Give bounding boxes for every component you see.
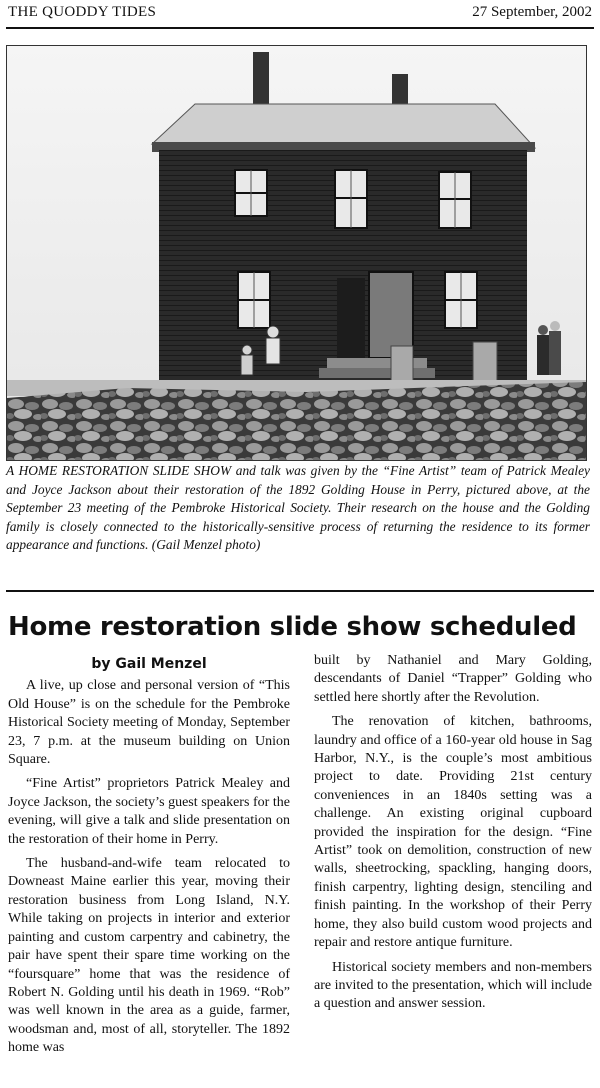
article-column-left xyxy=(8,655,290,1064)
article-paragraph: Historical society members and non-members are invited to the presentation, which will include a question and answer session. xyxy=(314,959,592,1012)
door-recess xyxy=(337,278,365,358)
photo-caption: A HOME RESTORATION SLIDE SHOW and talk was given by the “Fine Artist” team of Patrick Mealey and Joyce Jackson about their restoration of the 1892 Golding House in Perry, pictured above, at the September 23 meeting of the Pembroke Historical Society. Their research on the house and the Golding family is closely connected to the historically-sensitive process of returning the residence to its former appearance and functions. (Gail Menzel photo) xyxy=(6,463,590,553)
article-paragraph: The renovation of kitchen, bathrooms, laundry and office of a 160-year old house in Sag Harbor, N.Y., is the couple’s most ambitious project to date. Providing 21st century conveniences in an 1840s setting was a challenge. An existing original cupboard provided the inspiration for the design. “Fine Artist” took on demolition, construction of new walls, sheetrocking, spackling, hanging doors, finish carpentry, lighting design, stenciling and finish painting. In the workshop of their Perry home, they also build custom wood projects and repair and restore antique furniture. xyxy=(314,714,592,951)
photo-golding-house xyxy=(6,45,587,461)
stone-wall xyxy=(7,382,586,460)
top-rule xyxy=(6,27,594,29)
article-paragraph: “Fine Artist” proprietors Patrick Mealey and Joyce Jackson, the society’s guest speakers for the evening, will give a talk and slide presentation on the restoration of their home in Perry. xyxy=(8,776,290,847)
left-chimney xyxy=(253,52,269,110)
house-photo-illustration xyxy=(7,46,586,460)
article-byline: by Gail Menzel xyxy=(91,656,207,672)
article-paragraph: A live, up close and personal version of “This Old House” is on the schedule for the Pembroke Historical Society meeting of Monday, September 23, 7 p.m. at the museum building on Union Square. xyxy=(8,678,290,768)
issue-date: 27 September, 2002 xyxy=(472,4,592,20)
article-headline: Home restoration slide show scheduled xyxy=(8,612,577,642)
front-door xyxy=(369,272,413,358)
newspaper-name: THE QUODDY TIDES xyxy=(8,4,157,20)
article-paragraph: The husband-and-wife team relocated to Downeast Maine earlier this year, moving their restoration business from Long Island, N.Y. While taking on projects in interior and exterior painting and custom carpentry and cabinetry, the pair have spent their spare time working on the “foursquare” home that was the residence of Robert N. Golding until his death in 1969. “Rob” was well known in the area as a guide, farmer, woodsman and, most of all, storyteller. The 1892 home was xyxy=(8,856,290,1056)
article-column-right xyxy=(314,652,592,1020)
section-rule xyxy=(6,590,594,592)
masthead xyxy=(8,4,592,26)
article-paragraph-continued: built by Nathaniel and Mary Golding, descendants of Daniel “Trapper” Golding who settled here shortly after the Revolution. xyxy=(314,653,592,705)
roof xyxy=(152,104,535,148)
porch-step-lower xyxy=(319,368,435,378)
